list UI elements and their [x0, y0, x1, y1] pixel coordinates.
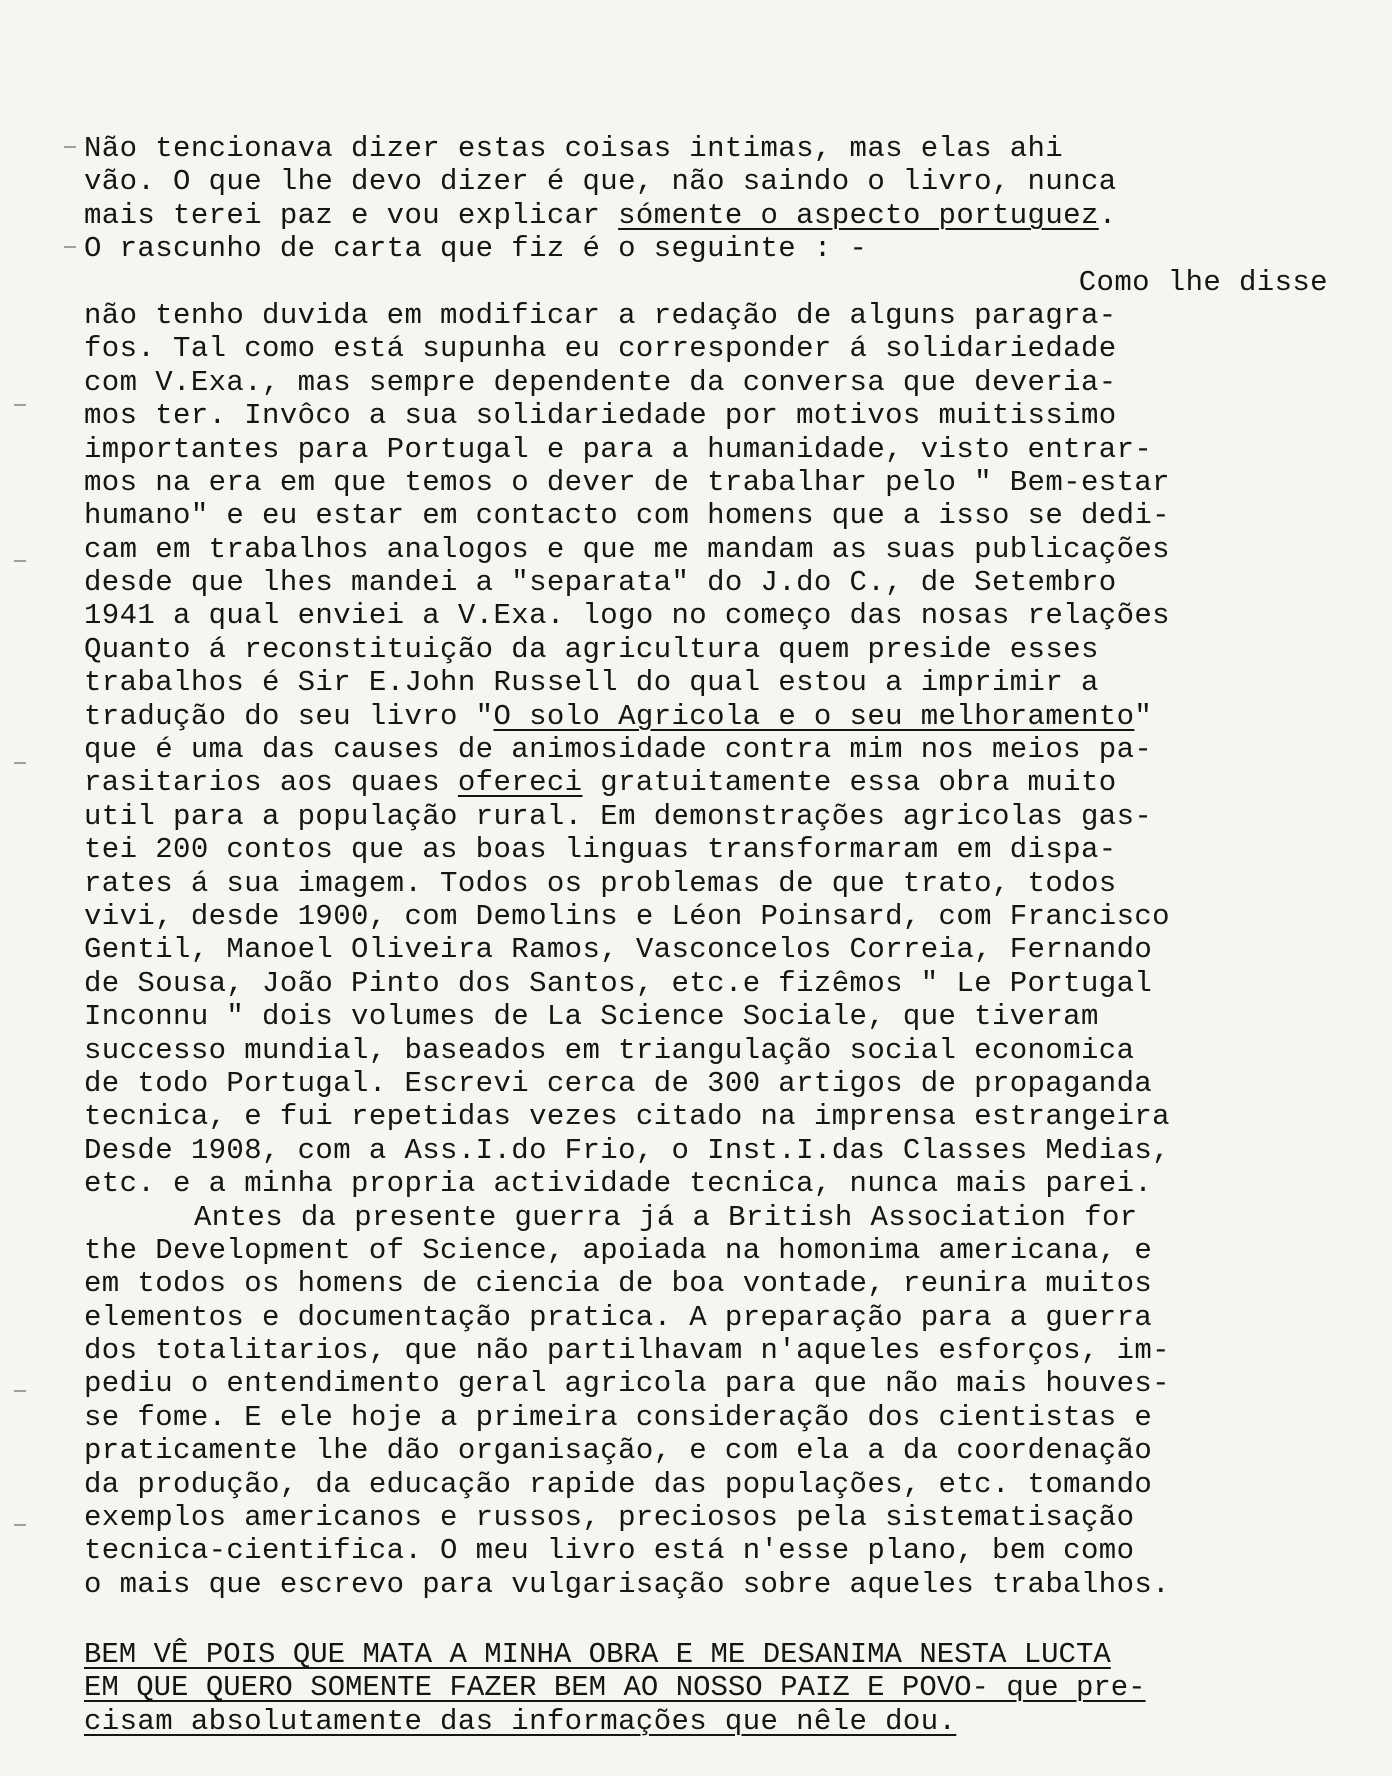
text-line: que é uma das causes de animosidade contra mim nos meios pa- — [84, 733, 1153, 767]
text-line: mos na era em que temos o dever de trabalhar pelo " Bem-estar — [84, 465, 1170, 499]
margin-mark — [64, 146, 76, 148]
text-line: se fome. E ele hoje a primeira consideração dos cientistas e — [84, 1400, 1153, 1434]
text-line: vivi, desde 1900, com Demolins e Léon Poinsard, com Francisco — [84, 899, 1170, 933]
text-line: tei 200 contos que as boas linguas transformaram em dispa- — [84, 833, 1117, 867]
text-line: não tenho duvida em modificar a redação de alguns paragra- — [84, 298, 1117, 332]
text-line: fos. Tal como está supunha eu corresponder á solidariedade — [84, 332, 1117, 366]
text-line: de todo Portugal. Escrevi cerca de 300 artigos de propaganda — [84, 1066, 1153, 1100]
underlined-phrase: sómente o aspecto portuguez — [618, 198, 1099, 232]
text-line: o mais que escrevo para vulgarisação sobre aqueles trabalhos. — [84, 1567, 1170, 1601]
text-line: rates á sua imagem. Todos os problemas de que trato, todos — [84, 866, 1117, 900]
text-line: mos ter. Invôco a sua solidariedade por motivos muitissimo — [84, 399, 1117, 433]
text-line: tecnica, e fui repetidas vezes citado na imprensa estrangeira — [84, 1100, 1170, 1134]
text-fragment: tradução do seu livro " — [84, 699, 494, 733]
margin-mark — [14, 404, 26, 406]
text-fragment: " — [1134, 699, 1153, 733]
text-line: 1941 a qual enviei a V.Exa. logo no começo das nosas relações — [84, 599, 1170, 633]
text-line: Quanto á reconstituição da agricultura quem preside esses — [84, 632, 1099, 666]
margin-mark — [14, 560, 26, 562]
closing-line: BEM VÊ POIS QUE MATA A MINHA OBRA E ME DESANIMA NESTA LUCTA — [84, 1638, 1111, 1671]
text-fragment: rasitarios aos quaes — [84, 766, 458, 800]
text-line: pediu o entendimento geral agricola para que não mais houves- — [84, 1367, 1170, 1401]
text-line: Desde 1908, com a Ass.I.do Frio, o Inst.I.das Classes Medias, — [84, 1133, 1170, 1167]
margin-mark — [14, 1390, 26, 1392]
text-line: elementos e documentação pratica. A preparação para a guerra — [84, 1300, 1153, 1334]
text-line — [84, 766, 1344, 799]
text-line: de Sousa, João Pinto dos Santos, etc.e fizêmos " Le Portugal — [84, 966, 1153, 1000]
margin-mark — [14, 1524, 26, 1526]
text-line: humano" e eu estar em contacto com homens que a isso se dedi- — [84, 499, 1170, 533]
text-line: O rascunho de carta que fiz é o seguinte : - — [84, 232, 868, 266]
letter-body — [84, 132, 1344, 1601]
text-line: da produção, da educação rapide das populações, etc. tomando — [84, 1467, 1153, 1501]
margin-mark — [14, 762, 26, 764]
text-line — [84, 199, 1344, 232]
text-line: Gentil, Manoel Oliveira Ramos, Vasconcelos Correia, Fernando — [84, 933, 1153, 967]
text-fragment: gratuitamente essa obra muito — [582, 766, 1117, 800]
text-line: em todos os homens de ciencia de boa vontade, reunira muitos — [84, 1267, 1153, 1301]
text-line: successo mundial, baseados em triangulação social economica — [84, 1033, 1135, 1067]
text-line: Inconnu " dois volumes de La Science Sociale, que tiveram — [84, 1000, 1099, 1034]
underlined-word: ofereci — [457, 766, 583, 800]
closing-line: EM QUE QUERO SOMENTE FAZER BEM AO NOSSO PAIZ E POVO- que pre- — [84, 1671, 1146, 1705]
closing-statement — [84, 1638, 1344, 1738]
text-line: exemplos americanos e russos, preciosos pela sistematisação — [84, 1501, 1135, 1535]
closing-line: cisam absolutamente das informações que nêle dou. — [84, 1704, 957, 1738]
text-line: util para a população rural. Em demonstrações agricolas gas- — [84, 799, 1153, 833]
margin-mark — [64, 246, 76, 248]
text-line: dos totalitarios, que não partilhavam n'aqueles esforços, im- — [84, 1334, 1170, 1368]
text-fragment: . — [1098, 198, 1117, 232]
text-line: cam em trabalhos analogos e que me mandam as suas publicações — [84, 532, 1170, 566]
text-line — [84, 700, 1344, 733]
text-line: com V.Exa., mas sempre dependente da conversa que deveria- — [84, 365, 1117, 399]
text-line: importantes para Portugal e para a humanidade, visto entrar- — [84, 432, 1153, 466]
book-title: O solo Agricola e o seu melhoramento — [493, 699, 1135, 733]
text-line: vão. O que lhe devo dizer é que, não saindo o livro, nunca — [84, 165, 1117, 199]
text-line: Como lhe disse — [1078, 265, 1328, 299]
text-line: tecnica-cientifica. O meu livro está n'esse plano, bem como — [84, 1534, 1135, 1568]
text-fragment: mais terei paz e vou explicar — [84, 198, 619, 232]
text-line: praticamente lhe dão organisação, e com ela a da coordenação — [84, 1434, 1153, 1468]
text-line: trabalhos é Sir E.John Russell do qual estou a imprimir a — [84, 666, 1099, 700]
text-line: desde que lhes mandei a "separata" do J.do C., de Setembro — [84, 566, 1117, 600]
text-line: Não tencionava dizer estas coisas intimas, mas elas ahi — [84, 132, 1064, 165]
text-line: Antes da presente guerra já a British Association for — [194, 1200, 1138, 1234]
text-line: etc. e a minha propria actividade tecnica, nunca mais parei. — [84, 1167, 1153, 1201]
text-line: the Development of Science, apoiada na homonima americana, e — [84, 1233, 1153, 1267]
